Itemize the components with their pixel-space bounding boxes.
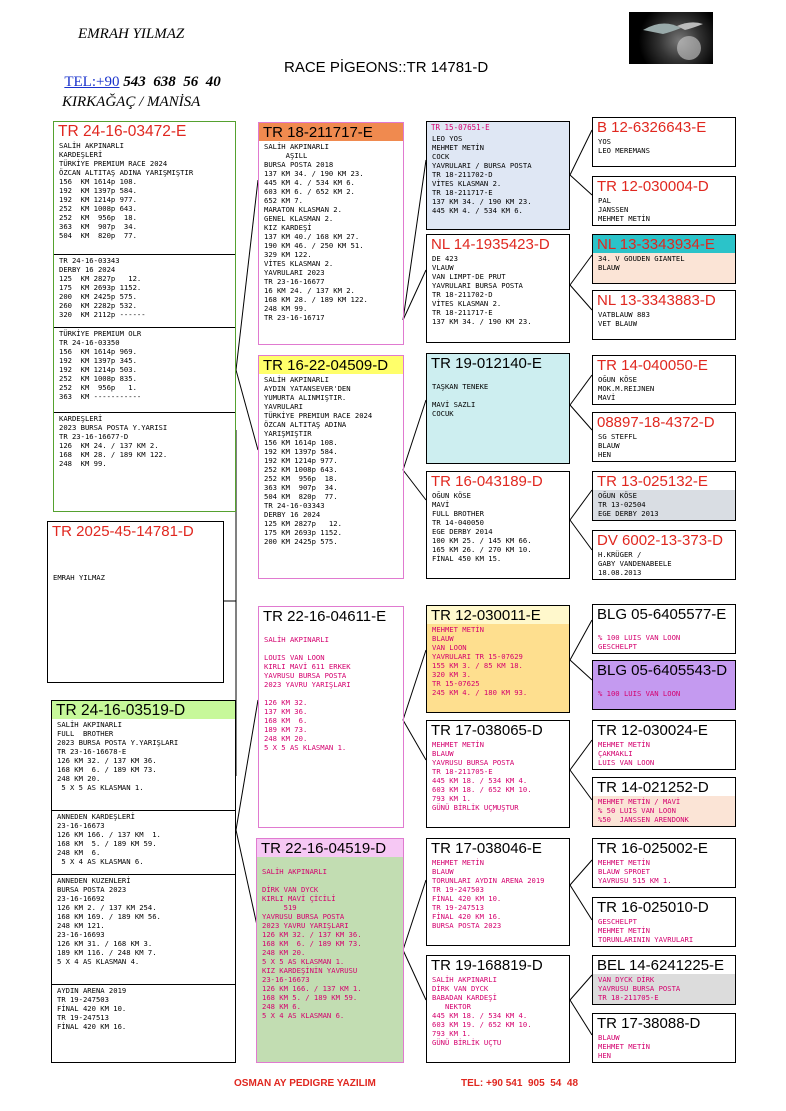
g5-ring-5: TR 14-040050-E	[597, 357, 708, 374]
g5-notes-10: % 100 LUIS VAN LOON	[598, 689, 681, 698]
page-title: RACE PİGEONS::TR 14781-D	[284, 59, 489, 76]
g5-card-8[interactable]	[592, 530, 736, 580]
dds-notes: MEHMET METİN BLAUW TORUNLARI AYDIN ARENA 2019 TR 19-247503 FİNAL 420 KM 10. TR 19-247513 FİNAL 420 KM 16. BURSA POSTA 2023	[432, 858, 545, 930]
dam-notes-3: ANNEDEN KUZENLERİ BURSA POSTA 2023 23-16-16692 126 KM 2. / 137 KM 254. 168 KM 169. / 189 KM 56. 248 KM 121. 23-16-16693 126 KM 31. / 168 KM 3. 189 KM 116. / 248 KM 7. 5 X 4 AS KLASMAN 4.	[52, 875, 235, 985]
g5-notes-12: MEHMET METİN / MAVİ % 50 LUIS VAN LOON %50 JANSSEN ARENDONK	[598, 797, 689, 824]
g5-notes-5: OĞUN KÖSE MOK.M.REIJNEN MAVİ	[598, 375, 655, 402]
g5-card-4[interactable]	[592, 290, 736, 340]
sds-notes: TAŞKAN TENEKE MAVİ SAZLI COCUK	[432, 382, 489, 418]
subject-ring: TR 2025-45-14781-D	[52, 523, 194, 540]
g5-ring-16: TR 17-38088-D	[597, 1015, 701, 1032]
sd-card[interactable]	[258, 355, 404, 579]
ssd-ring: NL 14-1935423-D	[431, 236, 550, 253]
sss-notes: LEO YOS MEHMET METİN COCK YAVRULARI / BURSA POSTA TR 18-211702-D VİTES KLASMAN 2. TR 18-211717-E 137 KM 34. / 190 KM 23. 445 KM 4. / 534 KM 6.	[432, 134, 532, 215]
footer-phone: TEL: +90 541 905 54 48	[461, 1078, 579, 1089]
sire-notes-2: TR 24-16-03343 DERBY 16 2024 125 KM 2827p 12. 175 KM 2693p 1152. 200 KM 2425p 575. 260 KM 2282p 532. 320 KM 2112p ------	[54, 255, 235, 328]
sd-notes: SALİH AKPINARLI AYDIN YATANSEVER'DEN YUMURTA ALINMIŞTIR. YAVRULARI TÜRKİYE PREMIUM RACE 2024 ÖZCAN ALTITAŞ ADINA YARIŞMIŞTIR 156 KM 1614p 108. 192 KM 1397p 584. 192 KM 1214p 977. 252 KM 1008p 643. 252 KM 956p 18. 363 KM 907p 34. 504 KM 820p 77. TR 24-16-03343 DERBY 16 2024 125 KM 2827p 12. 175 KM 2693p 1152. 200 KM 2425p 575.	[264, 375, 373, 546]
g5-notes-11: MEHMET METİN ÇAKMAKLI LUIS VAN LOON	[598, 740, 655, 767]
dam-notes-1: SALİH AKPINARLI FULL BROTHER 2023 BURSA POSTA Y.YARIŞLARI TR 23-16-16678-E 126 KM 32. / 137 KM 36. 168 KM 6. / 189 KM 73. 248 KM 20. 5 X 5 AS KLASMAN 1.	[52, 719, 235, 811]
sd-ring: TR 16-22-04509-D	[259, 356, 403, 374]
tel-prefix[interactable]: TEL:+90	[64, 74, 120, 90]
g5-notes-16: BLAUW MEHMET METİN HEN	[598, 1033, 650, 1060]
g5-ring-6: 08897-18-4372-D	[597, 414, 715, 431]
ddd-ring: TR 19-168819-D	[431, 957, 543, 974]
g5-card-7[interactable]	[592, 471, 736, 521]
dam-notes-4: AYDIN ARENA 2019 TR 19-247503 FİNAL 420 KM 10. TR 19-247513 FİNAL 420 KM 16.	[57, 986, 127, 1031]
dam-notes-2: ANNEDEN KARDEŞLERİ 23-16-16673 126 KM 166. / 137 KM 1. 168 KM 5. / 189 KM 59. 248 KM 6. 5 X 4 AS KLASMAN 6.	[52, 811, 235, 875]
g5-ring-2: TR 12-030004-D	[597, 178, 709, 195]
g5-card-2[interactable]	[592, 176, 736, 226]
g5-card-11[interactable]	[592, 720, 736, 770]
g5-notes-1: YOS LEO MEREMANS	[598, 137, 650, 155]
g5-ring-7: TR 13-025132-E	[593, 472, 735, 490]
sss-card[interactable]	[426, 121, 570, 230]
sds-card[interactable]	[426, 353, 570, 464]
g5-ring-8: DV 6002-13-373-D	[597, 532, 723, 549]
g5-card-16[interactable]	[592, 1013, 736, 1063]
g5-ring-3: NL 13-3343934-E	[593, 235, 735, 253]
dsd-notes: MEHMET METİN BLAUW YAVRUSU BURSA POSTA TR 18-211705-E 445 KM 18. / 534 KM 4. 603 KM 18. / 652 KM 10. 793 KM 1. GÜNÜ BİRLİK UÇMUŞTUR	[432, 740, 532, 812]
dss-card[interactable]	[426, 605, 570, 713]
sdd-card[interactable]	[426, 471, 570, 579]
sire-notes-1: SALİH AKPINARLI KARDEŞLERİ TÜRKİYE PREMIUM RACE 2024 ÖZCAN ALTITAŞ ADINA YARIŞMIŞTIR 156 KM 1614p 108. 192 KM 1397p 584. 192 KM 1214p 977. 252 KM 1008p 643. 252 KM 956p 18. 363 KM 907p 34. 504 KM 820p 77.	[54, 140, 235, 255]
dsd-card[interactable]	[426, 720, 570, 828]
ds-notes: SALİH AKPINARLI LOUIS VAN LOON KIRLI MAVİ 611 ERKEK YAVRUSU BURSA POSTA 2023 YAVRU YARIŞLARI 126 KM 32. 137 KM 36. 168 KM 6. 189 KM 73. 248 KM 20. 5 X 5 AS KLASMAN 1.	[264, 635, 351, 752]
sdd-ring: TR 16-043189-D	[431, 473, 543, 490]
sire-notes-4: KARDEŞLERİ 2023 BURSA POSTA Y.YARISI TR 23-16-16677-D 126 KM 24. / 137 KM 2. 168 KM 28. / 189 KM 122. 248 KM 99.	[59, 414, 168, 468]
dam-ring: TR 24-16-03519-D	[52, 701, 235, 719]
dsd-ring: TR 17-038065-D	[431, 722, 543, 739]
dss-ring: TR 12-030011-E	[427, 606, 569, 624]
sire-card[interactable]	[53, 121, 236, 512]
ss-notes: SALİH AKPINARLI AŞILL BURSA POSTA 2018 137 KM 34. / 190 KM 23. 445 KM 4. / 534 KM 6. 603 KM 6. / 652 KM 2. 652 KM 7. MARATON KLASMAN 2. GENEL KLASMAN 2. KIZ KARDEŞİ 137 KM 40./ 168 KM 27. 190 KM 46. / 250 KM 51. 329 KM 122. VİTES KLASMAN 2. YAVRULARI 2023 TR 23-16-16677 16 KM 24. / 137 KM 2. 168 KM 28. / 189 KM 122. 248 KM 99. TR 23-16-16717	[264, 142, 368, 322]
g5-card-14[interactable]	[592, 897, 736, 947]
g5-card-1[interactable]	[592, 117, 736, 167]
footer-software: OSMAN AY PEDIGRE YAZILIM	[234, 1078, 376, 1089]
ss-card[interactable]	[258, 122, 404, 345]
ddd-notes: SALİH AKPINARLI DİRK VAN DYCK BABADAN KARDEŞİ NEKTOR 445 KM 18. / 534 KM 4. 603 KM 19. / 652 KM 10. 793 KM 1. GÜNÜ BİRLİK UÇTU	[432, 975, 532, 1047]
g5-notes-13: MEHMET METİN BLAUW SPROET YAVRUSU 515 KM 1.	[598, 858, 672, 885]
g5-card-9[interactable]	[592, 604, 736, 654]
g5-notes-9: % 100 LUIS VAN LOON GESCHELPT	[598, 633, 681, 651]
g5-card-15[interactable]	[592, 955, 736, 1005]
subject-card[interactable]	[47, 521, 224, 683]
g5-card-13[interactable]	[592, 838, 736, 888]
g5-notes-6: SG STEFFL BLAUW HEN	[598, 432, 637, 459]
dds-ring: TR 17-038046-E	[431, 840, 542, 857]
g5-card-5[interactable]	[592, 355, 736, 405]
dds-card[interactable]	[426, 838, 570, 946]
owner-location: KIRKAĞAÇ / MANİSA	[62, 94, 201, 110]
dd-ring: TR 22-16-04519-D	[257, 839, 403, 857]
ssd-notes: DE 423 VLAUW VAN LIMPT-DE PRUT YAVRULARI BURSA POSTA TR 18-211702-D VİTES KLASMAN 2. TR 18-211717-E 137 KM 34. / 190 KM 23.	[432, 254, 532, 326]
g5-notes-15: VAN DYCK DİRK YAVRUSU BURSA POSTA TR 18-211705-E	[598, 975, 681, 1002]
tel-number: 543 638 56 40	[119, 74, 221, 90]
g5-notes-2: PAL JANSSEN MEHMET METİN	[598, 196, 650, 223]
g5-ring-10: BLG 05-6405543-D	[597, 662, 728, 679]
sdd-notes: OĞUN KÖSE MAVİ FULL BROTHER TR 14-040050 EGE DERBY 2014 100 KM 25. / 145 KM 66. 165 KM 26. / 270 KM 10. FİNAL 450 KM 15.	[432, 491, 532, 563]
sire-ring: TR 24-16-03472-E	[58, 123, 187, 140]
ds-card[interactable]	[258, 606, 404, 828]
owner-name: EMRAH YILMAZ	[78, 26, 185, 42]
g5-card-12[interactable]	[592, 777, 736, 827]
dd-notes: SALİH AKPINARLI DİRK VAN DYCK KIRLI MAVİ ÇİCİLİ 519 YAVRUSU BURSA POSTA 2023 YAVRU YARIŞLARI 126 KM 32. / 137 KM 36. 168 KM 6. / 189 KM 73. 248 KM 20. 5 X 5 AS KLASMAN 1. KIZ KARDEŞİNİN YAVRUSU 23-16-16673 126 KM 166. / 137 KM 1. 168 KM 5. / 189 KM 59. 248 KM 6. 5 X 4 AS KLASMAN 6.	[262, 867, 362, 1020]
g5-ring-9: BLG 05-6405577-E	[597, 606, 727, 623]
g5-ring-11: TR 12-030024-E	[597, 722, 708, 739]
g5-card-3[interactable]	[592, 234, 736, 284]
g5-notes-8: H.KRÜGER / GABY VANDENABEELE 18.08.2013	[598, 550, 672, 577]
ddd-card[interactable]	[426, 955, 570, 1063]
ssd-card[interactable]	[426, 234, 570, 343]
g5-notes-14: GESCHELPT MEHMET METİN TORUNLARININ YAVRULARI	[598, 917, 694, 944]
g5-ring-1: B 12-6326643-E	[597, 119, 707, 136]
g5-ring-13: TR 16-025002-E	[597, 840, 708, 857]
g5-notes-3: 34. V GOUDEN GIANTEL BLAUW	[598, 254, 685, 272]
g5-notes-4: VATBLAUW 883 VET BLAUW	[598, 310, 650, 328]
g5-card-6[interactable]	[592, 412, 736, 462]
g5-ring-4: NL 13-3343883-D	[597, 292, 716, 309]
sire-notes-3: TÜRKİYE PREMIUM OLR TR 24-16-03350 156 KM 1614p 969. 192 KM 1397p 345. 192 KM 1214p 503. 252 KM 1008p 835. 252 KM 956p 1. 363 KM -----------	[54, 328, 235, 413]
sds-ring: TR 19-012140-E	[431, 355, 542, 372]
dam-card[interactable]	[51, 700, 236, 1063]
g5-notes-7: OĞUN KÖSE TR 13-02504 EGE DERBY 2013	[598, 491, 659, 518]
ds-ring: TR 22-16-04611-E	[263, 608, 387, 625]
dd-card[interactable]	[256, 838, 404, 1063]
sss-ring: TR 15-07651-E	[431, 123, 490, 132]
g5-ring-15: BEL 14-6241225-E	[593, 956, 735, 974]
g5-ring-12: TR 14-021252-D	[593, 778, 735, 796]
dss-notes: MEHMET METİN BLAUW VAN LOON YAVRULARI TR 15-07629 155 KM 3. / 85 KM 18. 320 KM 3. TR 15-07625 245 KM 4. / 180 KM 93.	[432, 625, 528, 697]
g5-ring-14: TR 16-025010-D	[597, 899, 709, 916]
ss-ring: TR 18-211717-E	[259, 123, 403, 141]
subject-owner: EMRAH YILMAZ	[53, 573, 105, 582]
g5-card-10[interactable]	[592, 660, 736, 710]
